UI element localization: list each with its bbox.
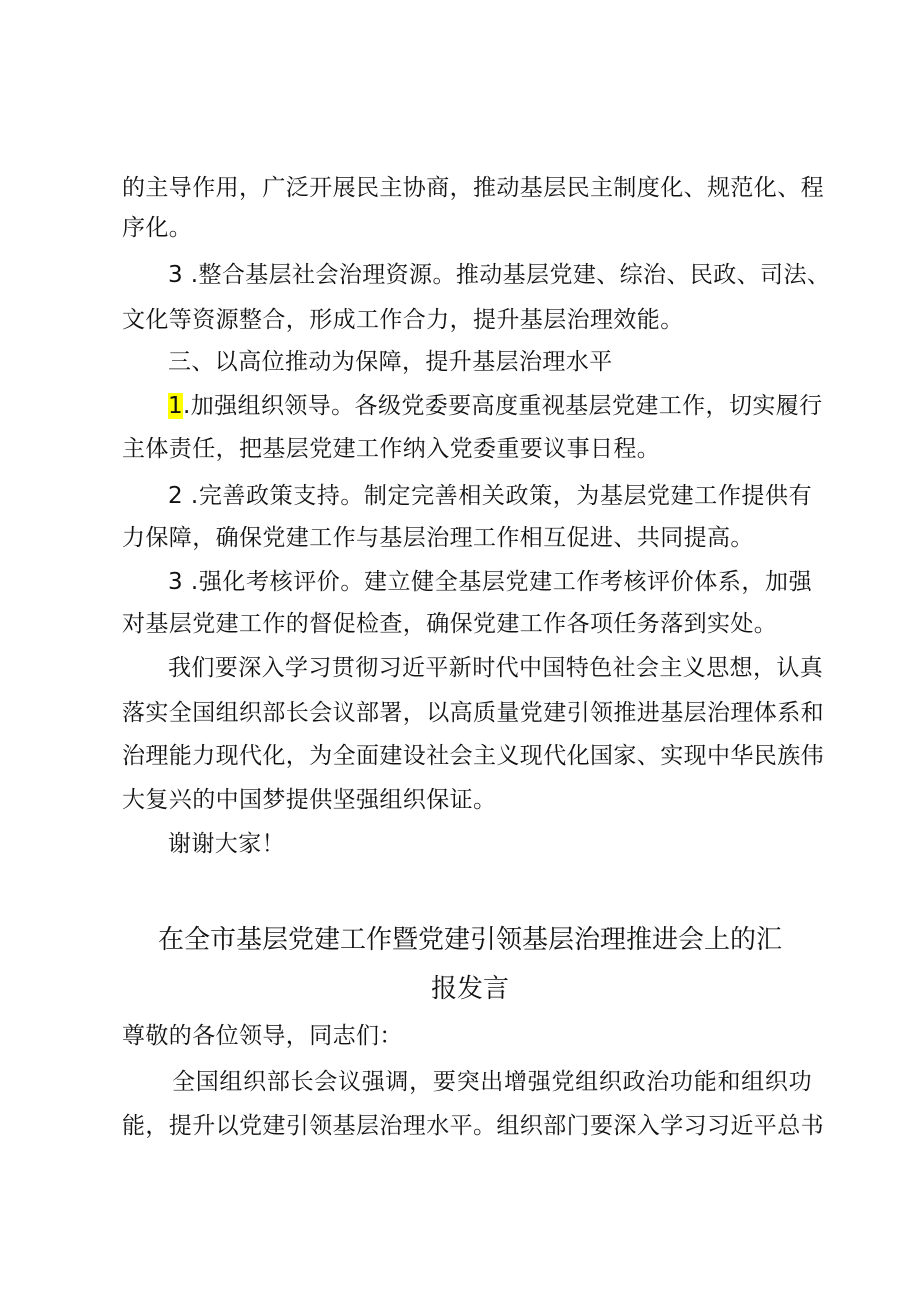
paragraph-line: 序化。	[122, 215, 193, 241]
section-heading: 三、以高位推动为保障，提升基层治理水平	[168, 349, 613, 375]
list-item-line: 主体责任，把基层党建工作纳入党委重要议事日程。	[122, 436, 661, 462]
list-item-line: 3 .强化考核评价。建立健全基层党建工作考核评价体系，加强	[168, 569, 812, 595]
list-item-line: 2 .完善政策支持。制定完善相关政策，为基层党建工作提供有	[168, 483, 812, 509]
paragraph-line: 大复兴的中国梦提供坚强组织保证。	[122, 787, 497, 813]
closing-thanks: 谢谢大家！	[168, 831, 285, 857]
paragraph-line: 的主导作用，广泛开展民主协商，推动基层民主制度化、规范化、程	[122, 175, 824, 201]
salutation: 尊敬的各位领导，同志们：	[122, 1023, 403, 1049]
list-item-line	[168, 391, 823, 421]
highlighted-number: 1	[168, 393, 184, 419]
paragraph-line: 能，提升以党建引领基层治理水平。组织部门要深入学习习近平总书	[122, 1113, 824, 1139]
list-item-line: 对基层党建工作的督促检查，确保党建工作各项任务落到实处。	[122, 611, 778, 637]
article-title: 报发言	[430, 974, 509, 1004]
paragraph-line: 治理能力现代化，为全面建设社会主义现代化国家、实现中华民族伟	[122, 743, 824, 769]
list-item-line: 力保障，确保党建工作与基层治理工作相互促进、共同提高。	[122, 525, 754, 551]
list-item-text: .加强组织领导。各级党委要高度重视基层党建工作，切实履行	[183, 393, 823, 419]
paragraph-line: 我们要深入学习贯彻习近平新时代中国特色社会主义思想，认真	[168, 655, 824, 681]
article-title: 在全市基层党建工作暨党建引领基层治理推进会上的汇	[157, 925, 782, 955]
list-item-line: 文化等资源整合，形成工作合力，提升基层治理效能。	[122, 307, 684, 333]
paragraph-line: 落实全国组织部长会议部署，以高质量党建引领推进基层治理体系和	[122, 700, 824, 726]
paragraph-line: 全国组织部长会议强调，要突出增强党组织政治功能和组织功	[172, 1069, 812, 1095]
list-item-line: 3 .整合基层社会治理资源。推动基层党建、综治、民政、司法、	[168, 262, 831, 288]
